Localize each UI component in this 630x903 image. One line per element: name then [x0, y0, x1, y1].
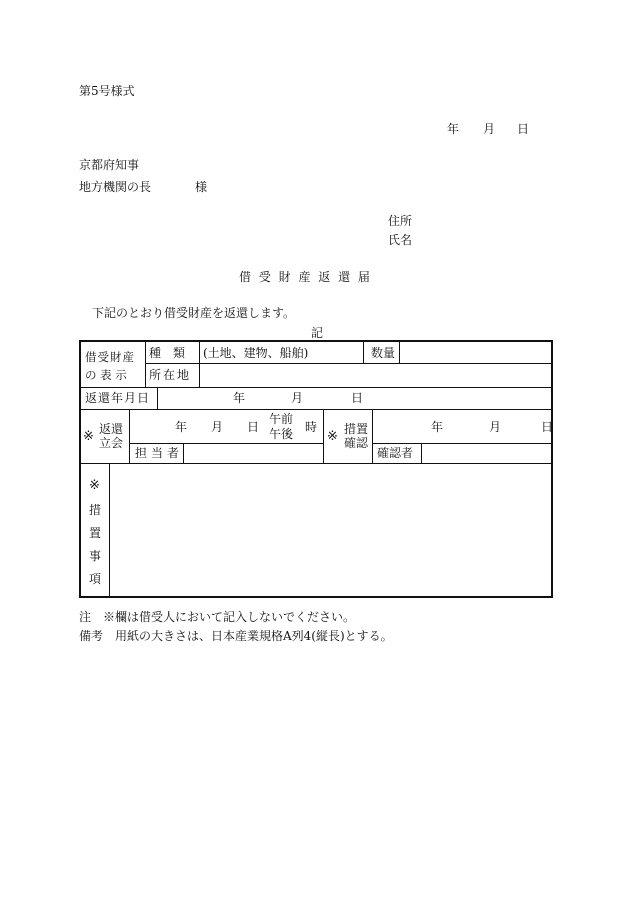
- location-field[interactable]: [203, 366, 551, 384]
- measure-label-1: 措置: [344, 422, 369, 436]
- date-year: 年: [447, 122, 460, 136]
- measure-day: 日: [541, 420, 554, 434]
- confirmer-field[interactable]: [425, 445, 551, 461]
- staff-field[interactable]: [187, 445, 321, 461]
- staff-label: 担当者: [135, 446, 184, 460]
- witness-day: 日: [247, 420, 260, 434]
- date-day: 日: [517, 122, 530, 136]
- addressee-governor: 京都府知事: [79, 158, 140, 172]
- return-date-month: 月: [291, 391, 304, 405]
- measures-field[interactable]: [113, 466, 551, 596]
- witness-pm: 午後: [269, 427, 294, 441]
- name-label: 氏名: [388, 233, 413, 247]
- measures-vertical-label-chi: 置: [89, 526, 102, 540]
- measures-vertical-label-mark: ※: [89, 478, 100, 493]
- form-number: 第5号様式: [79, 84, 135, 98]
- witness-month: 月: [211, 420, 224, 434]
- witness-year: 年: [175, 420, 188, 434]
- confirmer-label: 確認者: [377, 446, 414, 460]
- witness-mark: ※: [83, 429, 94, 444]
- return-date-label: 返還年月日: [85, 391, 151, 405]
- witness-hour: 時: [305, 420, 318, 434]
- property-label-2: の 表 示: [85, 368, 127, 382]
- quantity-label: 数量: [371, 346, 396, 360]
- addressee-sama: 様: [195, 180, 208, 194]
- remarks-text: 備考 用紙の大きさは、日本産業規格A列4(縦長)とする。: [79, 629, 393, 643]
- measures-vertical-label-kou: 項: [89, 572, 102, 586]
- measures-vertical-label-ji: 事: [89, 549, 102, 563]
- witness-label-2: 立会: [99, 436, 124, 450]
- witness-label-1: 返還: [99, 422, 124, 436]
- intro-text: 下記のとおり借受財産を返還します。: [92, 306, 296, 320]
- property-label-1: 借受財産: [85, 350, 135, 364]
- document-title: 借 受 財 産 返 還 届: [239, 270, 372, 284]
- measure-year: 年: [431, 420, 444, 434]
- measure-label-2: 確認: [344, 436, 369, 450]
- type-label: 種 類: [149, 346, 186, 360]
- date-month: 月: [483, 122, 496, 136]
- address-label: 住所: [388, 214, 413, 228]
- addressee-agency-head: 地方機関の長: [79, 180, 152, 194]
- ki-label: 記: [311, 326, 324, 340]
- return-date-year: 年: [233, 391, 246, 405]
- measures-vertical-label-so: 措: [89, 503, 102, 517]
- witness-am: 午前: [269, 412, 294, 426]
- type-value: (土地、建物、船舶): [203, 346, 309, 360]
- quantity-field[interactable]: [403, 344, 551, 361]
- measure-mark: ※: [327, 429, 338, 444]
- location-label: 所在地: [149, 368, 192, 382]
- measure-month: 月: [489, 420, 502, 434]
- note-text: 注 ※欄は借受人において記入しないでください。: [79, 610, 356, 624]
- return-form-table: [79, 340, 553, 598]
- return-date-day: 日: [351, 391, 364, 405]
